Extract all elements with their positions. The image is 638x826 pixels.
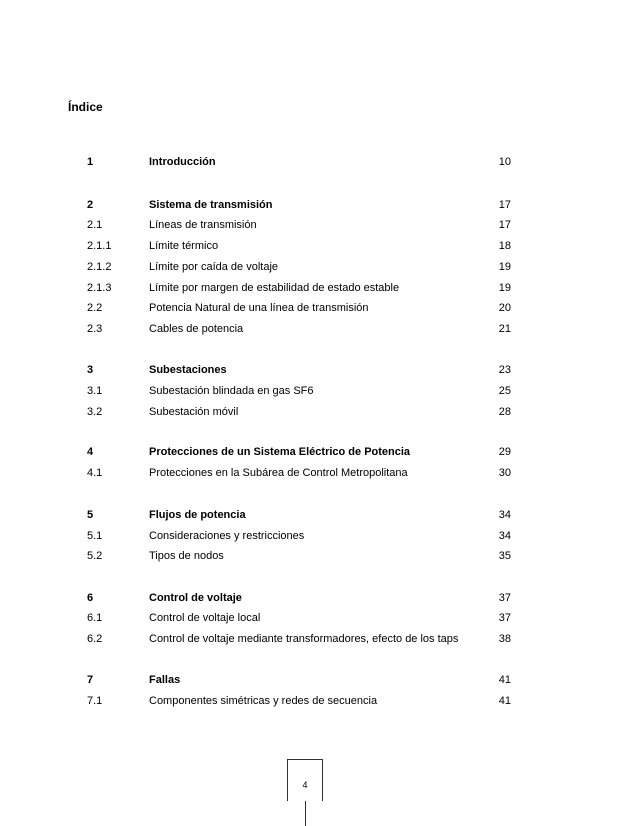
toc-entry-title: Subestación blindada en gas SF6 [149,385,314,397]
toc-entry[interactable] [0,528,638,544]
toc-entry[interactable] [0,444,638,460]
toc-entry[interactable] [0,672,638,688]
toc-entry-page: 30 [498,467,511,479]
toc-entry-number: 2.3 [87,323,103,335]
toc-entry[interactable] [0,300,638,316]
toc-entry-title: Protecciones en la Subárea de Control Metropolitana [149,467,408,479]
toc-entry-page: 19 [498,282,511,294]
toc-entry[interactable] [0,238,638,254]
toc-entry[interactable] [0,321,638,337]
toc-entry-page: 19 [498,261,511,273]
toc-entry-page: 23 [498,364,511,376]
page-title: Índice [68,100,103,114]
toc-entry-page: 37 [498,592,511,604]
page-number-box [287,759,323,801]
toc-entry-page: 29 [498,446,511,458]
toc-entry-title: Control de voltaje mediante transformadores, efecto de los taps [149,633,459,645]
toc-entry-page: 28 [498,406,511,418]
toc-entry-title: Subestaciones [149,364,227,376]
toc-entry-number: 4 [87,446,94,458]
toc-entry-title: Límite por caída de voltaje [149,261,279,273]
toc-entry-page: 20 [498,302,511,314]
page-number: 4 [302,780,308,790]
toc-entry-number: 6.1 [87,612,103,624]
toc-entry-page: 18 [498,240,511,252]
toc-entry[interactable] [0,548,638,564]
toc-entry-title: Subestación móvil [149,406,239,418]
toc-entry[interactable] [0,154,638,170]
toc-entry-page: 17 [498,199,511,211]
toc-entry-title: Cables de potencia [149,323,244,335]
toc-entry-page: 25 [498,385,511,397]
toc-entry-number: 7 [87,674,94,686]
toc-entry-number: 2.1.3 [87,282,112,294]
toc-entry[interactable] [0,383,638,399]
toc-entry-number: 3 [87,364,94,376]
toc-entry-title: Líneas de transmisión [149,219,257,231]
toc-entry-title: Fallas [149,674,181,686]
toc-entry-title: Introducción [149,156,216,168]
toc-entry[interactable] [0,610,638,626]
toc-entry-title: Tipos de nodos [149,550,224,562]
toc-entry[interactable] [0,507,638,523]
toc-entry-page: 10 [498,156,511,168]
toc-entry-number: 5.2 [87,550,103,562]
toc-entry-title: Control de voltaje [149,592,242,604]
toc-entry[interactable] [0,217,638,233]
toc-entry-title: Límite térmico [149,240,219,252]
toc-entry-number: 5.1 [87,530,103,542]
toc-entry-page: 17 [498,219,511,231]
toc-entry[interactable] [0,590,638,606]
toc-entry-number: 5 [87,509,94,521]
toc-entry-title: Límite por margen de estabilidad de estado estable [149,282,400,294]
toc-entry-page: 38 [498,633,511,645]
toc-entry-title: Sistema de transmisión [149,199,273,211]
toc-entry[interactable] [0,465,638,481]
toc-entry-title: Control de voltaje local [149,612,261,624]
toc-entry-title: Protecciones de un Sistema Eléctrico de Potencia [149,446,411,458]
toc-entry-number: 7.1 [87,695,103,707]
toc-entry-page: 41 [498,674,511,686]
toc-entry-number: 2.1 [87,219,103,231]
toc-entry-number: 2.2 [87,302,103,314]
toc-entry-page: 41 [498,695,511,707]
toc-entry[interactable] [0,362,638,378]
toc-entry-number: 2.1.1 [87,240,112,252]
toc-entry[interactable] [0,259,638,275]
toc-entry[interactable] [0,280,638,296]
toc-entry-number: 3.2 [87,406,103,418]
toc-entry-number: 6 [87,592,94,604]
toc-entry[interactable] [0,197,638,213]
toc-entry-title: Potencia Natural de una línea de transmisión [149,302,369,314]
toc-entry-number: 2 [87,199,94,211]
toc-entry-number: 1 [87,156,94,168]
toc-entry-page: 34 [498,509,511,521]
toc-entry-title: Consideraciones y restricciones [149,530,305,542]
toc-entry-page: 21 [498,323,511,335]
toc-entry[interactable] [0,404,638,420]
toc-entry-number: 4.1 [87,467,103,479]
toc-entry-number: 6.2 [87,633,103,645]
toc-entry-title: Componentes simétricas y redes de secuencia [149,695,378,707]
toc-entry-page: 35 [498,550,511,562]
toc-entry[interactable] [0,631,638,647]
toc-entry-page: 34 [498,530,511,542]
toc-entry[interactable] [0,693,638,709]
toc-entry-page: 37 [498,612,511,624]
toc-entry-number: 3.1 [87,385,103,397]
toc-entry-title: Flujos de potencia [149,509,246,521]
toc-entry-number: 2.1.2 [87,261,112,273]
page-number-divider [305,801,306,826]
